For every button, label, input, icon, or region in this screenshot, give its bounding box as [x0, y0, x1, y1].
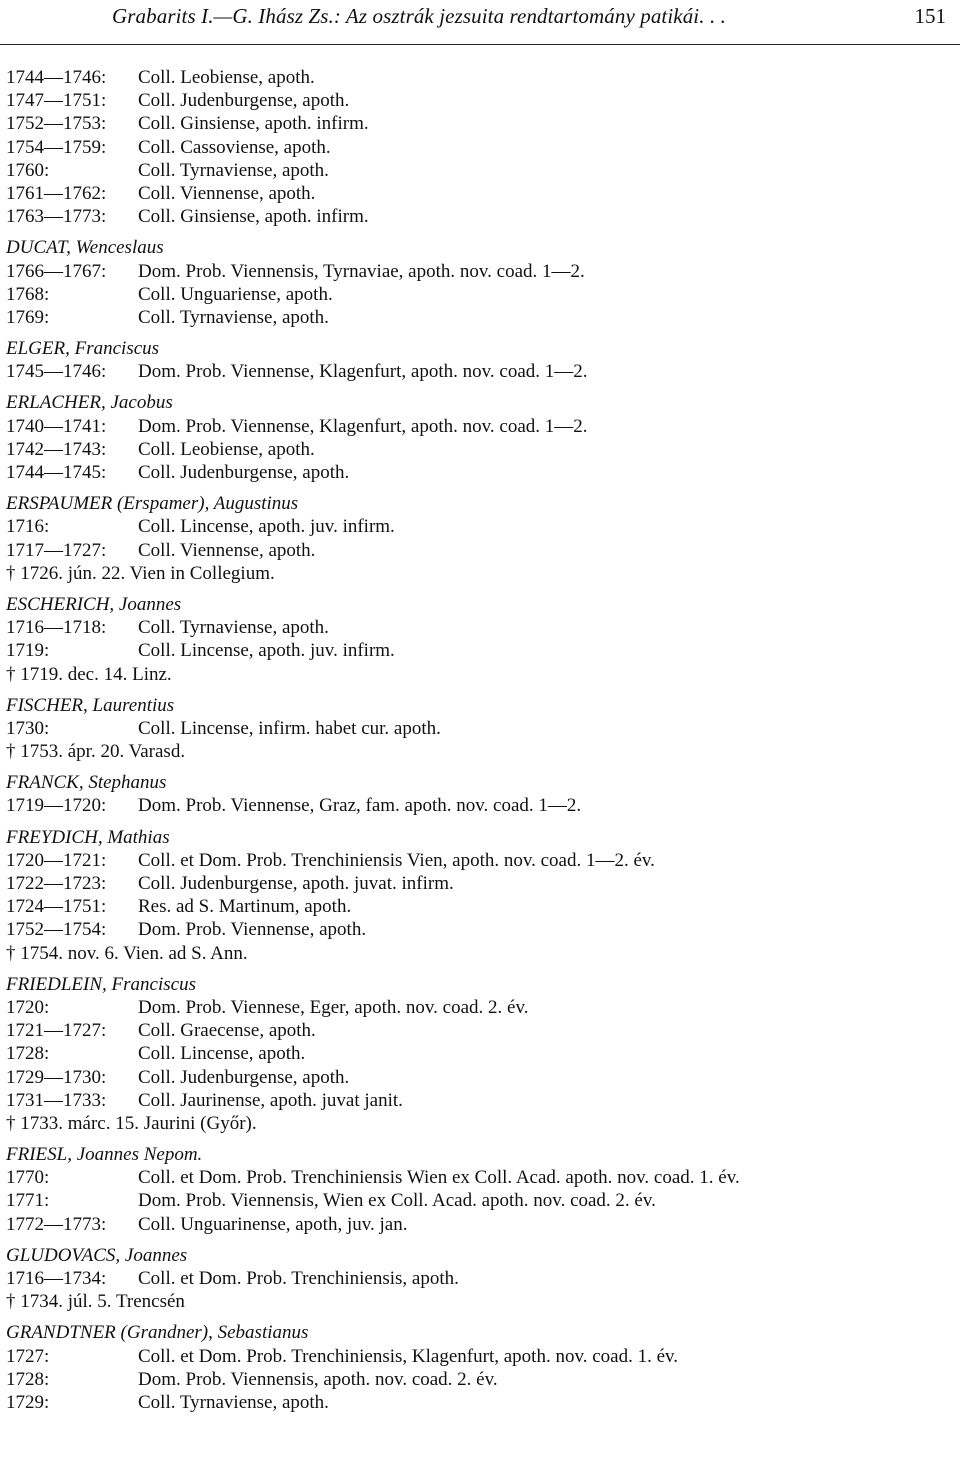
running-title: Grabarits I.—G. Ihász Zs.: Az osztrák jezsuita rendtartomány patikái. . .: [112, 4, 726, 28]
record-line: [6, 794, 956, 817]
record-line: [6, 306, 956, 329]
record-date: 1771:: [6, 1190, 50, 1212]
record-line: [6, 360, 956, 383]
person-entry: [6, 694, 956, 764]
record-line: [6, 89, 956, 112]
record-date: 1719—1720:: [6, 795, 107, 817]
record-text: Coll. et Dom. Prob. Trenchiniensis Wien ex Coll. Acad. apoth. nov. coad. 1. év.: [138, 1167, 740, 1189]
record-line: [6, 1391, 956, 1414]
record-text: Res. ad S. Martinum, apoth.: [138, 896, 352, 918]
record-date: 1769:: [6, 306, 50, 328]
record-date: 1768:: [6, 283, 50, 305]
record-text: Dom. Prob. Viennense, apoth.: [138, 919, 367, 941]
record-line: [6, 918, 956, 941]
record-line: [6, 438, 956, 461]
record-line: [6, 112, 956, 135]
person-name: FISCHER, Laurentius: [6, 694, 175, 716]
record-text: Coll. Viennense, apoth.: [138, 182, 316, 204]
record-text: Coll. Tyrnaviense, apoth.: [138, 1391, 329, 1413]
record-text: Coll. Graecense, apoth.: [138, 1020, 316, 1042]
record-date: 1719:: [6, 640, 50, 662]
person-entry: [6, 1244, 956, 1314]
running-header: [0, 0, 960, 45]
record-text: Coll. Judenburgense, apoth.: [138, 90, 350, 112]
record-line: [6, 663, 956, 686]
person-name: ERLACHER, Jacobus: [6, 392, 173, 414]
record-line: [6, 539, 956, 562]
record-text: Coll. Tyrnaviense, apoth.: [138, 306, 329, 328]
record-date: 1761—1762:: [6, 182, 107, 204]
record-date: 1721—1727:: [6, 1020, 107, 1042]
record-date: 1772—1773:: [6, 1213, 107, 1235]
person-entry: [6, 236, 956, 329]
record-text: Coll. Lincense, apoth. juv. infirm.: [138, 640, 395, 662]
record-text: Coll. Judenburgense, apoth. juvat. infirm.: [138, 873, 454, 894]
record-line: [6, 136, 956, 159]
record-date: 1717—1727:: [6, 539, 107, 561]
person-name: FRANCK, Stephanus: [6, 772, 167, 794]
record-date: 1729:: [6, 1391, 50, 1413]
person-entry: [6, 593, 956, 686]
record-text: Coll. Unguariense, apoth.: [138, 283, 333, 305]
record-line: [6, 639, 956, 662]
record-text: Coll. Leobiense, apoth.: [138, 67, 315, 88]
record-line: [6, 260, 956, 283]
person-name: FREYDICH, Mathias: [6, 826, 170, 848]
death-note: † 1733. márc. 15. Jaurini (Győr).: [6, 1112, 257, 1134]
record-line: [6, 1112, 956, 1135]
record-date: 1742—1743:: [6, 438, 107, 460]
record-date: 1720—1721:: [6, 849, 107, 871]
record-date: 1754—1759:: [6, 136, 107, 158]
record-line: [6, 1368, 956, 1391]
record-line: [6, 1290, 956, 1313]
record-text: Dom. Prob. Viennensis, apoth. nov. coad. 2. év.: [138, 1368, 498, 1390]
record-line: [6, 849, 956, 872]
record-text: Coll. Lincense, apoth. juv. infirm.: [138, 516, 395, 538]
record-line: [6, 1189, 956, 1212]
record-date: 1760:: [6, 159, 50, 181]
person-name: ERSPAUMER (Erspamer), Augustinus: [6, 493, 299, 515]
record-date: 1766—1767:: [6, 260, 107, 282]
record-text: Coll. Ginsiense, apoth. infirm.: [138, 113, 369, 135]
record-line: [6, 616, 956, 639]
record-line: [6, 461, 956, 484]
record-text: Dom. Prob. Viennensis, Tyrnaviae, apoth. nov. coad. 1—2.: [138, 260, 585, 282]
record-line: [6, 1166, 956, 1189]
record-date: 1728:: [6, 1043, 50, 1065]
record-text: Coll. Viennense, apoth.: [138, 539, 316, 561]
person-name: FRIEDLEIN, Franciscus: [6, 973, 196, 995]
record-text: Coll. et Dom. Prob. Trenchiniensis, Klagenfurt, apoth. nov. coad. 1. év.: [138, 1345, 679, 1367]
person-entry: [6, 771, 956, 817]
record-line: [6, 1345, 956, 1368]
person-entry: [6, 492, 956, 585]
record-text: Dom. Prob. Viennese, Eger, apoth. nov. coad. 2. év.: [138, 996, 529, 1018]
record-text: Coll. Judenburgense, apoth.: [138, 462, 350, 483]
record-date: 1731—1733:: [6, 1089, 107, 1111]
record-date: 1729—1730:: [6, 1066, 107, 1088]
record-text: Coll. Judenburgense, apoth.: [138, 1066, 350, 1088]
person-entry: [6, 1143, 956, 1236]
record-text: Coll. Tyrnaviense, apoth.: [138, 617, 329, 639]
record-line: [6, 1042, 956, 1065]
record-date: 1763—1773:: [6, 206, 107, 228]
record-text: Coll. Lincense, apoth.: [138, 1043, 306, 1065]
record-line: [6, 562, 956, 585]
record-date: 1752—1753:: [6, 113, 107, 135]
record-date: 1716—1734:: [6, 1268, 107, 1289]
record-date: 1744—1746:: [6, 67, 107, 88]
record-text: Coll. et Dom. Prob. Trenchiniensis, apoth.: [138, 1268, 459, 1289]
record-line: [6, 1066, 956, 1089]
record-date: 1730:: [6, 717, 50, 739]
record-date: 1722—1723:: [6, 873, 107, 894]
record-text: Coll. Tyrnaviense, apoth.: [138, 159, 329, 181]
record-line: [6, 895, 956, 918]
record-line: [6, 740, 956, 763]
death-note: † 1719. dec. 14. Linz.: [6, 663, 172, 685]
record-text: Coll. Unguarinense, apoth, juv. jan.: [138, 1213, 408, 1235]
person-entry: [6, 66, 956, 228]
record-line: [6, 1019, 956, 1042]
person-name: GLUDOVACS, Joannes: [6, 1244, 188, 1266]
record-date: 1727:: [6, 1345, 50, 1367]
record-line: [6, 717, 956, 740]
death-note: † 1753. ápr. 20. Varasd.: [6, 741, 186, 763]
record-line: [6, 515, 956, 538]
record-date: 1745—1746:: [6, 361, 107, 383]
record-date: 1752—1754:: [6, 919, 107, 941]
record-line: [6, 942, 956, 965]
person-entry: [6, 1321, 956, 1414]
record-text: Coll. Cassoviense, apoth.: [138, 136, 331, 158]
page-number: 151: [914, 4, 946, 28]
person-entry: [6, 826, 956, 965]
record-line: [6, 182, 956, 205]
death-note: † 1754. nov. 6. Vien. ad S. Ann.: [6, 942, 248, 964]
record-line: [6, 159, 956, 182]
record-line: [6, 1089, 956, 1112]
person-name: FRIESL, Joannes Nepom.: [6, 1144, 203, 1166]
record-text: Coll. Ginsiense, apoth. infirm.: [138, 206, 369, 228]
record-date: 1720:: [6, 996, 50, 1018]
record-text: Coll. et Dom. Prob. Trenchiniensis Vien, apoth. nov. coad. 1—2. év.: [138, 849, 655, 871]
person-entry: [6, 391, 956, 484]
record-date: 1744—1745:: [6, 462, 107, 483]
record-line: [6, 415, 956, 438]
person-name: DUCAT, Wenceslaus: [6, 237, 164, 259]
record-date: 1716:: [6, 516, 50, 538]
record-text: Dom. Prob. Viennense, Klagenfurt, apoth. nov. coad. 1—2.: [138, 415, 588, 437]
record-text: Dom. Prob. Viennensis, Wien ex Coll. Acad. apoth. nov. coad. 2. év.: [138, 1190, 656, 1212]
death-note: † 1734. júl. 5. Trencsén: [6, 1291, 185, 1313]
person-name: ELGER, Franciscus: [6, 338, 160, 360]
record-date: 1770:: [6, 1167, 50, 1189]
record-line: [6, 205, 956, 228]
person-name: ESCHERICH, Joannes: [6, 593, 182, 615]
person-name: GRANDTNER (Grandner), Sebastianus: [6, 1322, 309, 1344]
record-date: 1747—1751:: [6, 90, 107, 112]
record-date: 1716—1718:: [6, 617, 107, 639]
record-line: [6, 872, 956, 895]
death-note: † 1726. jún. 22. Vien in Collegium.: [6, 562, 275, 584]
record-date: 1728:: [6, 1368, 50, 1390]
record-line: [6, 1213, 956, 1236]
record-date: 1740—1741:: [6, 415, 107, 437]
record-line: [6, 66, 956, 89]
person-entry: [6, 973, 956, 1135]
record-line: [6, 1267, 956, 1290]
record-line: [6, 996, 956, 1019]
record-date: 1724—1751:: [6, 896, 107, 918]
entry-list: [6, 66, 956, 1414]
record-line: [6, 283, 956, 306]
record-text: Dom. Prob. Viennense, Graz, fam. apoth. nov. coad. 1—2.: [138, 795, 582, 817]
record-text: Dom. Prob. Viennense, Klagenfurt, apoth. nov. coad. 1—2.: [138, 361, 588, 383]
person-entry: [6, 337, 956, 383]
record-text: Coll. Leobiense, apoth.: [138, 438, 315, 460]
record-text: Coll. Lincense, infirm. habet cur. apoth.: [138, 717, 441, 739]
record-text: Coll. Jaurinense, apoth. juvat janit.: [138, 1089, 403, 1111]
